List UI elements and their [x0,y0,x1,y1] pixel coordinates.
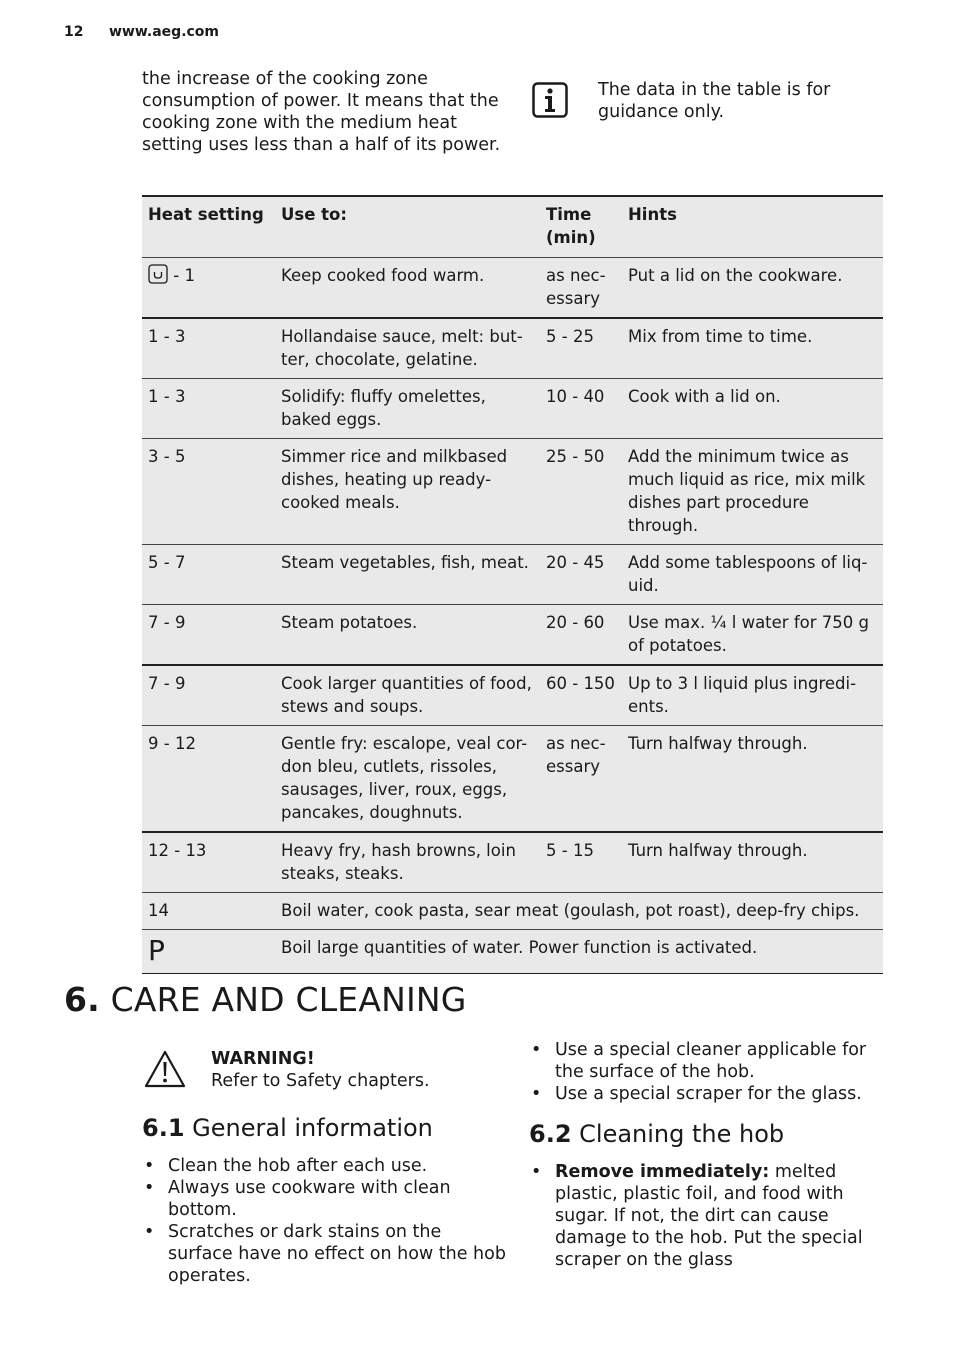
heat-cell: 7 - 9 [142,605,275,666]
list-item-text: Use a special cleaner applicable for the surface of the hob. [555,1040,867,1082]
warning-triangle-icon [144,1050,186,1088]
list-item [142,1155,507,1177]
info-note: The data in the table is for guidance only. [598,80,831,122]
list-item [529,1083,874,1105]
hints-cell: Cook with a lid on. [622,379,883,439]
subsection-cleaning-the-hob-title [529,1120,784,1148]
list-item [142,1221,507,1287]
general-information-list [142,1155,507,1287]
table-row [142,832,883,893]
use-cell-wide: Boil large quantities of water. Power function is activated. [275,930,883,974]
power-boost-symbol: P [148,934,165,967]
table-header-row [142,196,883,258]
bullet: • [531,1040,542,1060]
subsection-general-information-title [142,1114,433,1142]
heat-cell [142,930,275,974]
table-row [142,893,883,930]
heat-cell: 12 - 13 [142,832,275,893]
header-time: Time (min) [540,196,622,258]
heat-cell: 1 - 3 [142,379,275,439]
list-item [529,1161,889,1271]
table-row [142,726,883,833]
section-number: 6. [64,980,100,1019]
list-item-text: melted plastic, plastic foil, and food with sugar. If not, the dirt can cause damage to the hob. Put the special scraper on the glass [555,1162,863,1270]
table-row [142,665,883,726]
header-hints: Hints [622,196,883,258]
heat-cell: 9 - 12 [142,726,275,833]
bullet: • [144,1222,155,1242]
table-row [142,318,883,379]
cleaning-hob-list [529,1161,889,1271]
section-title [64,980,467,1019]
hints-cell: Turn halfway through. [622,832,883,893]
heat-cell: 14 [142,893,275,930]
warning-title: WARNING! [211,1049,315,1069]
subsection-number: 6.1 [142,1114,185,1142]
hints-cell: Add some tablespoons of liq-uid. [622,545,883,605]
use-cell: Steam potatoes. [275,605,540,666]
time-cell: 5 - 15 [540,832,622,893]
list-item-text: Use a special scraper for the glass. [555,1084,862,1104]
cleaner-list [529,1039,874,1105]
header-use-to: Use to: [275,196,540,258]
hints-cell: Add the minimum twice as much liquid as rice, mix milk dishes part procedure through. [622,439,883,545]
use-cell-wide: Boil water, cook pasta, sear meat (goulash, pot roast), deep-fry chips. [275,893,883,930]
time-cell: as nec-essary [540,258,622,319]
heat-value: - 1 [173,266,195,285]
use-cell: Heavy fry, hash browns, loin steaks, steaks. [275,832,540,893]
bullet: • [531,1162,542,1182]
hints-cell: Turn halfway through. [622,726,883,833]
page-number: 12 [64,24,84,40]
heat-cell: 3 - 5 [142,439,275,545]
list-item-bold: Remove immediately: [555,1162,770,1182]
time-cell: as nec-essary [540,726,622,833]
use-cell: Gentle fry: escalope, veal cor-don bleu, cutlets, rissoles, sausages, liver, roux, eggs, pancakes, doughnuts. [275,726,540,833]
section-title-text: CARE AND CLEANING [110,980,467,1019]
use-cell: Keep cooked food warm. [275,258,540,319]
warning-text: Refer to Safety chapters. [211,1071,430,1091]
time-cell: 60 - 150 [540,665,622,726]
hints-cell: Use max. ¼ l water for 750 g of potatoes. [622,605,883,666]
info-icon [532,82,568,118]
website-url: www.aeg.com [109,24,220,40]
keep-warm-icon [148,264,168,284]
subsection-number: 6.2 [529,1120,572,1148]
table-row [142,545,883,605]
table-row [142,258,883,319]
list-item [142,1177,507,1221]
list-item-text: Scratches or dark stains on the surface have no effect on how the hob operates. [168,1222,506,1286]
use-cell: Solidify: fluffy omelettes, baked eggs. [275,379,540,439]
time-cell: 20 - 45 [540,545,622,605]
hints-cell: Put a lid on the cookware. [622,258,883,319]
time-cell: 20 - 60 [540,605,622,666]
list-item-text: Clean the hob after each use. [168,1156,428,1176]
bullet: • [531,1084,542,1104]
subsection-title-text: Cleaning the hob [579,1120,785,1148]
heat-cell: 7 - 9 [142,665,275,726]
heat-setting-table [142,195,883,974]
hints-cell: Mix from time to time. [622,318,883,379]
use-cell: Hollandaise sauce, melt: but-ter, chocolate, gelatine. [275,318,540,379]
table-row [142,605,883,666]
list-item [529,1039,874,1083]
use-cell: Cook larger quantities of food, stews and soups. [275,665,540,726]
time-cell: 10 - 40 [540,379,622,439]
intro-paragraph: the increase of the cooking zone consumption of power. It means that the cooking zone with the medium heat setting uses less than a half of its power. [142,69,501,155]
heat-cell: 1 - 3 [142,318,275,379]
time-cell: 5 - 25 [540,318,622,379]
table-row [142,930,883,974]
use-cell: Simmer rice and milkbased dishes, heating up ready-cooked meals. [275,439,540,545]
table-row [142,379,883,439]
bullet: • [144,1156,155,1176]
heat-cell: 5 - 7 [142,545,275,605]
table-row [142,439,883,545]
time-cell: 25 - 50 [540,439,622,545]
subsection-title-text: General information [192,1114,433,1142]
header-heat-setting: Heat setting [142,196,275,258]
list-item-text: Always use cookware with clean bottom. [168,1178,451,1220]
heat-cell [142,258,275,319]
use-cell: Steam vegetables, fish, meat. [275,545,540,605]
bullet: • [144,1178,155,1198]
hints-cell: Up to 3 l liquid plus ingredi-ents. [622,665,883,726]
